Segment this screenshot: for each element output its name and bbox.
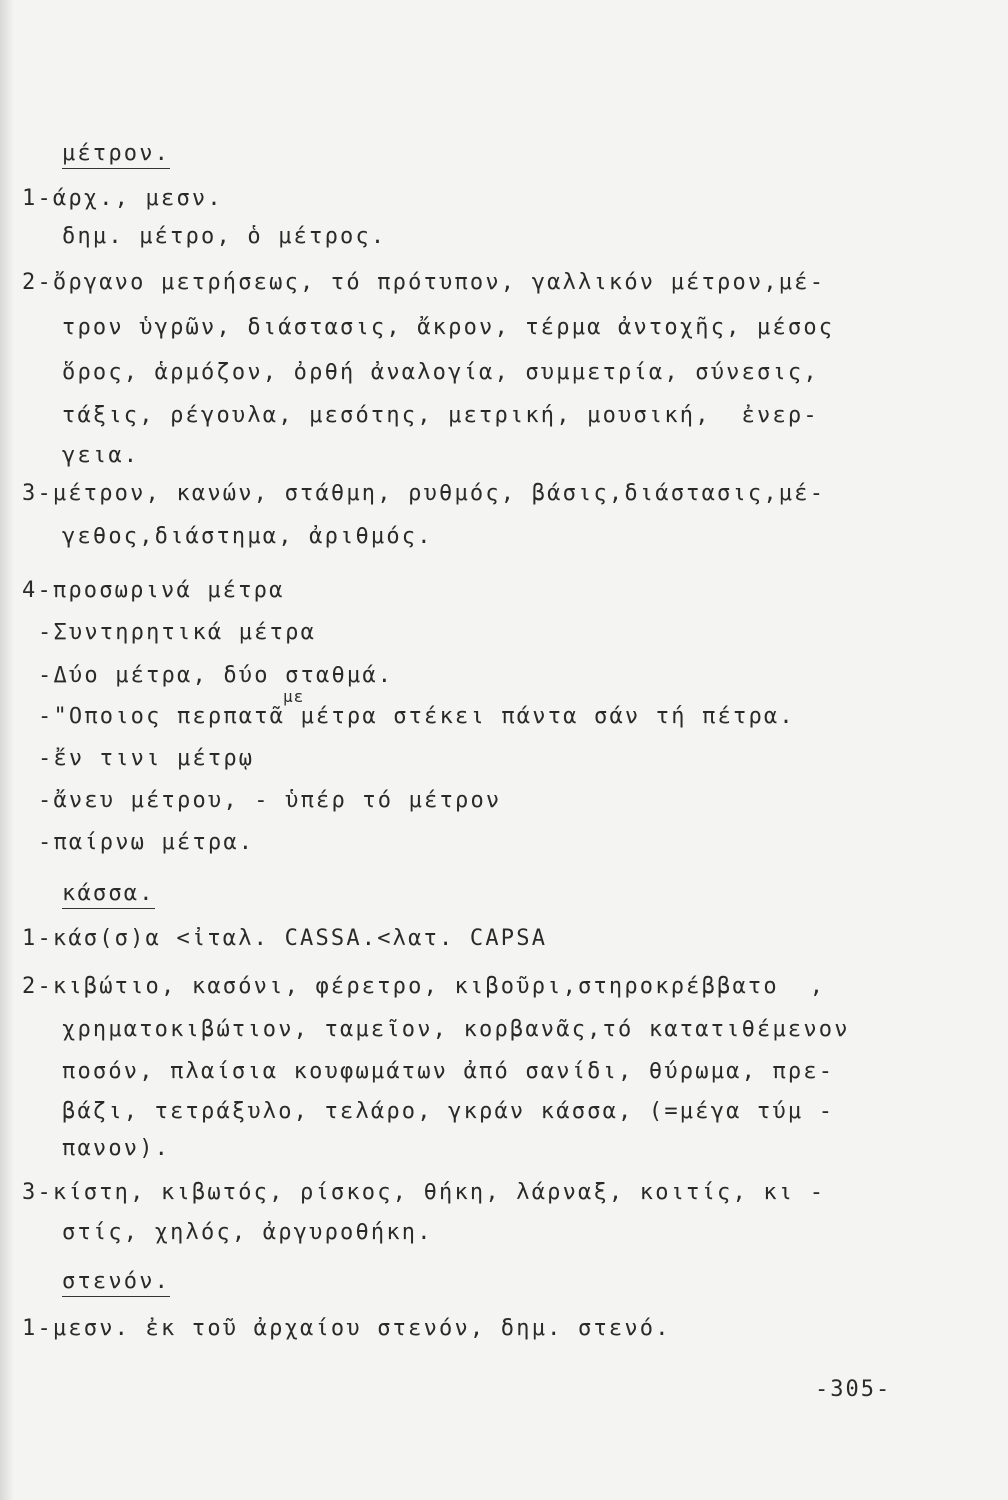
- entry-line: -"Οποιος περπατᾶ μέτρα στέκει πάντα σάν τή πέτρα.: [38, 704, 795, 729]
- entry-line: ὅρος, ἁρμόζον, ὀρθή ἀναλογία, συμμετρία, σύνεσις,: [62, 360, 819, 385]
- entry-line: τρον ὑγρῶν, διάστασις, ἄκρον, τέρμα ἀντοχῆς, μέσος: [62, 315, 835, 340]
- page-edge-shadow: [0, 0, 14, 1500]
- page-number: -305-: [815, 1377, 892, 1402]
- entry-line: 2-κιβώτιο, κασόνι, φέρετρο, κιβοῦρι,στηροκρέββατο ,: [22, 974, 826, 999]
- entry-line: -ἔν τινι μέτρῳ: [38, 746, 255, 771]
- entry-line: πανον).: [62, 1136, 171, 1161]
- entry-line: 2-ὄργανο μετρήσεως, τό πρότυπον, γαλλικόν μέτρον,μέ-: [22, 270, 826, 295]
- entry-line: -Δύο μέτρα, δύο σταθμά.: [38, 663, 394, 688]
- entry-line: 4-προσωρινά μέτρα: [22, 578, 285, 603]
- entry-heading-metron: μέτρον.: [62, 143, 170, 169]
- entry-line: βάζι, τετράξυλο, τελάρο, γκράν κάσσα, (=μέγα τύμ -: [62, 1099, 835, 1124]
- entry-line: -παίρνω μέτρα.: [38, 830, 255, 855]
- entry-line: -ἄνευ μέτρου, - ὑπέρ τό μέτρον: [38, 788, 502, 813]
- entry-line: -Συντηρητικά μέτρα: [38, 620, 317, 645]
- entry-line: τάξις, ρέγουλα, μεσότης, μετρική, μουσική, ἐνερ-: [62, 403, 819, 428]
- entry-line: 3-μέτρον, κανών, στάθμη, ρυθμός, βάσις,διάστασις,μέ-: [22, 481, 826, 506]
- entry-line: 1-μεσν. ἐκ τοῦ ἀρχαίου στενόν, δημ. στενό.: [22, 1316, 671, 1341]
- entry-line: 3-κίστη, κιβωτός, ρίσκος, θήκη, λάρναξ, κοιτίς, κι -: [22, 1180, 826, 1205]
- entry-heading-kassa: κάσσα.: [62, 883, 155, 909]
- entry-line: δημ. μέτρο, ὁ μέτρος.: [62, 224, 387, 249]
- entry-line: χρηματοκιβώτιον, ταμεῖον, κορβανᾶς,τό κατατιθέμενον: [62, 1017, 850, 1042]
- entry-line: ποσόν, πλαίσια κουφωμάτων ἀπό σανίδι, θύρωμα, πρε-: [62, 1059, 835, 1084]
- interlinear-insertion: με: [283, 687, 305, 706]
- entry-line: 1-άρχ., μεσν.: [22, 186, 223, 211]
- entry-line: 1-κάσ(σ)α <ἰταλ. CASSA.<λατ. CAPSA: [22, 926, 548, 951]
- entry-line: στίς, χηλός, ἀργυροθήκη.: [62, 1220, 433, 1245]
- entry-heading-stenon: στενόν.: [62, 1271, 170, 1297]
- entry-line: γεθος,διάστημα, ἀριθμός.: [62, 524, 433, 549]
- entry-line: γεια.: [62, 443, 140, 468]
